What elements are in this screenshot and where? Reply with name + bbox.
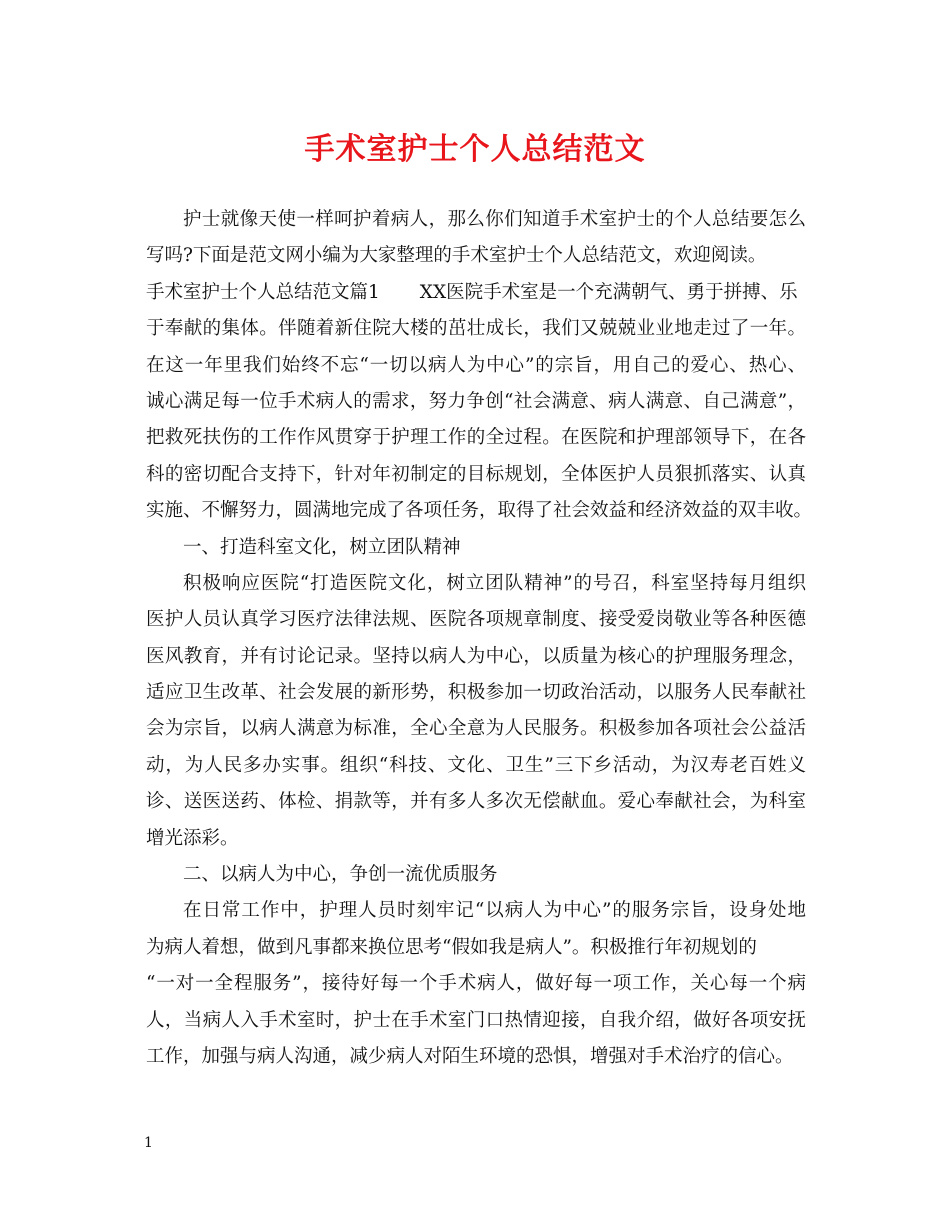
text-line: 科的密切配合支持下，针对年初制定的目标规划，全体医护人员狠抓落实、认真 (146, 463, 806, 485)
section-2 (146, 857, 806, 1075)
text-line: “一对一全程服务”，接待好每一个手术病人，做好每一项工作，关心每一个病 (146, 973, 806, 995)
section-1 (146, 530, 806, 858)
text-line: 增光添彩。 (146, 827, 239, 849)
text-line: 动，为人民多办实事。组织“科技、文化、卫生”三下乡活动，为汉寿老百姓义 (146, 754, 806, 776)
text-line: 医护人员认真学习医疗法律法规、医院各项规章制度、接受爱岗敬业等各种医德 (146, 609, 806, 631)
document-title: 手术室护士个人总结范文 (304, 132, 646, 167)
section-heading: 二、以病人为中心，争创一流优质服务 (183, 864, 498, 886)
text-line: 护士就像天使一样呵护着病人，那么你们知道手术室护士的个人总结要怎么 (183, 209, 806, 230)
section-heading: 一、打造科室文化，树立团队精神 (183, 536, 461, 558)
text-line: 诚心满足每一位手术病人的需求，努力争创“社会满意、病人满意、自己满意”， (146, 390, 806, 412)
page-number: 1 (144, 1135, 153, 1151)
sample-paragraph-1 (146, 275, 813, 530)
document-body (146, 202, 813, 1075)
text-line: 在日常工作中，护理人员时刻牢记“以病人为中心”的服务宗旨，设身处地 (183, 900, 806, 922)
text-line: 适应卫生改革、社会发展的新形势，积极参加一切政治活动，以服务人民奉献社 (146, 682, 806, 704)
text-line (146, 275, 806, 311)
text-line: 在这一年里我们始终不忘“一切以病人为中心”的宗旨，用自己的爱心、热心、 (146, 354, 806, 376)
text-line: 诊、送医送药、体检、捐款等，并有多人多次无偿献血。爱心奉献社会，为科室 (146, 791, 806, 813)
text-line: 积极响应医院“打造医院文化，树立团队精神”的号召，科室坚持每月组织 (183, 572, 806, 594)
sample-heading: 手术室护士个人总结范文篇1 (146, 281, 380, 303)
text-line: 于奉献的集体。伴随着新住院大楼的茁壮成长，我们又兢兢业业地走过了一年。 (146, 318, 806, 340)
text-line: 为病人着想，做到凡事都来换位思考“假如我是病人”。积极推行年初规划的 (146, 936, 757, 958)
text-line: 把救死扶伤的工作作风贯穿于护理工作的全过程。在医院和护理部领导下，在各 (146, 427, 806, 449)
text-segment: XX医院手术室是一个充满朝气、勇于拼搏、乐 (419, 281, 798, 303)
text-line: 工作，加强与病人沟通，减少病人对陌生环境的恐惧，增强对手术治疗的信心。 (146, 1045, 794, 1067)
text-line: 会为宗旨，以病人满意为标准，全心全意为人民服务。积极参加各项社会公益活 (146, 718, 806, 740)
intro-paragraph (146, 202, 806, 275)
text-line: 人，当病人入手术室时，护士在手术室门口热情迎接，自我介绍，做好各项安抚 (146, 1009, 806, 1031)
text-line: 医风教育，并有讨论记录。坚持以病人为中心，以质量为核心的护理服务理念， (146, 645, 806, 667)
text-line: 实施、不懈努力，圆满地完成了各项任务，取得了社会效益和经济效益的双丰收。 (146, 500, 813, 522)
text-line: 写吗?下面是范文网小编为大家整理的手术室护士个人总结范文，欢迎阅读。 (146, 245, 767, 267)
